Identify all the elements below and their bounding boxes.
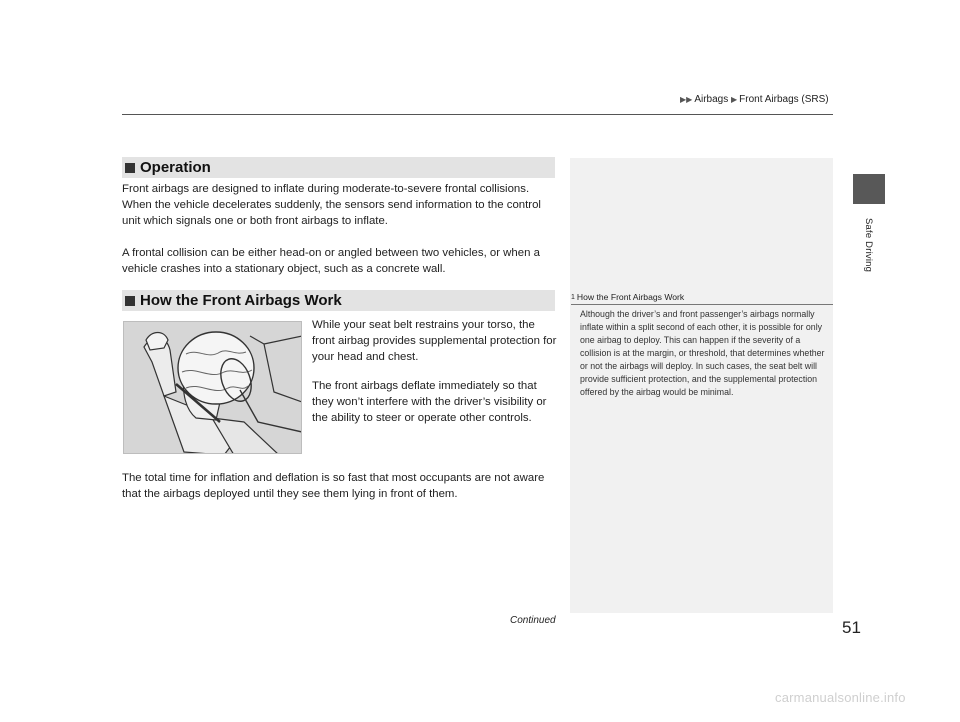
how-airbags-work-paragraph-3: The total time for inflation and deflation is so fast that most occupants are not aware that the airbags deployed until they see them lying in front of them. [122,472,545,500]
how-airbags-work-heading [122,290,555,311]
breadcrumb-item-front-airbags: Front Airbags (SRS) [739,94,829,105]
side-note-body: Although the driver’s and front passenger’s airbags normally inflate within a split second of each other, it is possible for only one airbag to deploy. This can happen if the severity of a collision is at the margin, or threshold, that determines whether or not the airbags will deploy. In such cases, the seat belt will provide sufficient protection, and the supplemental protection offered by the airbag would be minimal. [580,309,825,397]
how-airbags-work-paragraph-1: While your seat belt restrains your torso, the front airbag provides supplemental protection for your head and chest. [312,319,557,363]
breadcrumb [680,94,829,105]
watermark-text: carmanualsonline.info [775,690,906,705]
operation-paragraph-1: Front airbags are designed to inflate during moderate-to-severe frontal collisions. When the vehicle decelerates suddenly, the sensors send information to the control unit which signals one or both front airbags to inflate. [122,183,541,227]
heading-square-icon [125,296,135,306]
header-rule [122,114,833,115]
operation-heading-text: Operation [140,159,211,176]
airbag-deployment-illustration [123,321,302,454]
note-reference-marker: 1 [571,294,575,301]
how-airbags-work-paragraph-2: The front airbags deflate immediately so that they won’t interfere with the driver’s visibility or the ability to steer or operate other controls. [312,380,547,424]
side-note-title [571,292,833,305]
operation-heading [122,157,555,178]
page-number: 51 [842,618,861,637]
breadcrumb-arrow-icon: ▶▶ [680,95,693,104]
continued-label: Continued [510,615,556,626]
section-tab-marker [853,174,885,204]
breadcrumb-item-airbags: Airbags [694,94,729,105]
breadcrumb-arrow-icon: ▶ [731,95,738,104]
side-note-title-text: How the Front Airbags Work [576,292,685,302]
how-airbags-work-heading-text: How the Front Airbags Work [140,292,342,309]
section-side-label: Safe Driving [863,218,874,273]
operation-paragraph-2: A frontal collision can be either head-on or angled between two vehicles, or when a vehicle crashes into a stationary object, such as a concrete wall. [122,247,540,275]
heading-square-icon [125,163,135,173]
